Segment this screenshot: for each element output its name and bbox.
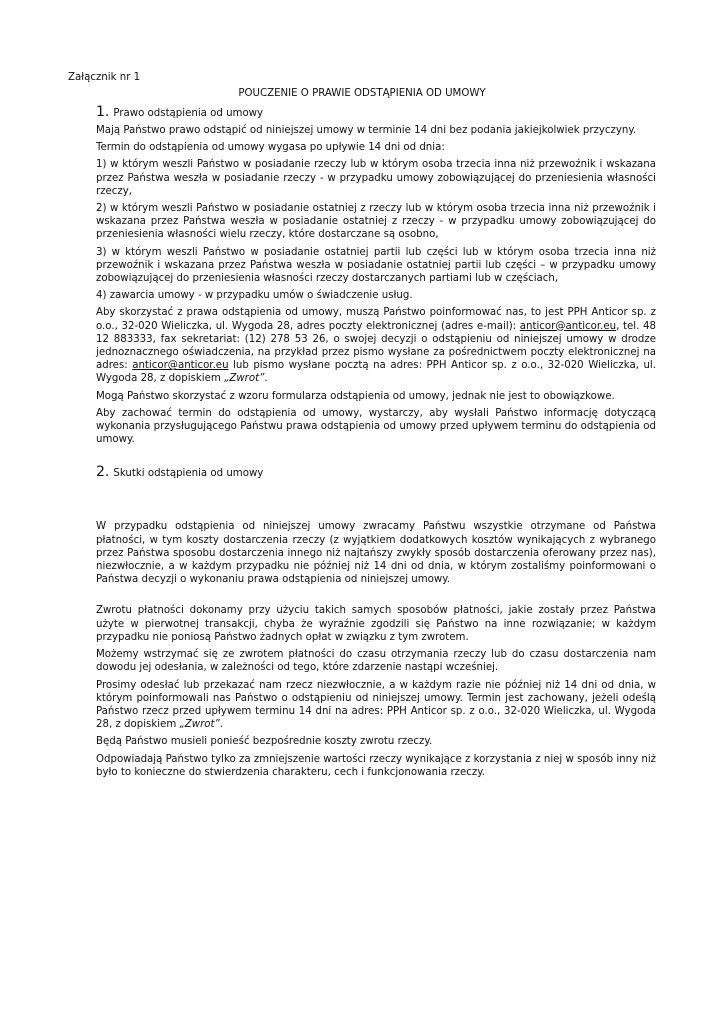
s1-item-3: 3) w którym weszli Państwo w posiadanie ostatniej partii lub części lub w którym osoba trzecia inna niż przewoźnik i wskazana przez Państwa weszła w posiadanie ostatniej partii lub części – w przypadku umowy zobowiązującej do przeniesienia własności rzeczy dostarczanych partiami lub w częściach, xyxy=(96,246,656,285)
s2-paragraph-6: Odpowiadają Państwo tylko za zmniejszenie wartości rzeczy wynikające z korzystania z niej w sposób inny niż było to konieczne do stwierdzenia charakteru, cech i funkcjonowania rzeczy. xyxy=(96,753,656,778)
s1-paragraph-contact xyxy=(96,306,656,385)
contact-text-b: , tel. 48 12 883333, fax sekretariat: (12) 278 53 26, o swojej decyzji o odstąpieniu od niniejszej umowy w drodze jednoznacznego oświadczenia, na przykład przez pismo wysłane za pośrednictwem poczty elektronicznej na adres: xyxy=(96,320,656,372)
zwrot-note-2: „Zwrot” xyxy=(179,719,220,731)
s1-paragraph-4: Mogą Państwo skorzystać z wzoru formularza odstąpienia od umowy, jednak nie jest to obowiązkowe. xyxy=(96,390,615,402)
section-2-title: Skutki odstąpienia od umowy xyxy=(113,468,264,480)
annex-label: Załącznik nr 1 xyxy=(68,72,141,83)
s1-paragraph-2: Termin do odstąpienia od umowy wygasa po upływie 14 dni od dnia: xyxy=(96,142,445,154)
s1-item-4: 4) zawarcia umowy - w przypadku umów o świadczenie usług. xyxy=(96,290,413,302)
section-1-title: Prawo odstąpienia od umowy xyxy=(113,108,264,119)
return-text: Prosimy odesłać lub przekazać nam rzecz niezwłocznie, a w każdym razie nie później niż 14 dni od dnia, w którym poinformowali nas Państwo o odstąpieniu od niniejszej umowy. Termin jest zachowany, jeżeli odeślą Państwo rzecz przed upływem terminu 14 dni na adres: PPH Anticor sp. z o.o., 32-020 Wieliczka, ul. Wygoda 28, z dopiskiem xyxy=(96,679,656,731)
s2-paragraph-2: Zwrotu płatności dokonamy przy użyciu takich samych sposobów płatności, jakie zostały przez Państwa użyte w pierwotnej transakcji, chyba że wyraźnie zgodzili się Państwo na inne rozwiązanie; w każdym przypadku nie poniosą Państwo żadnych opłat w związku z tym zwrotem. xyxy=(96,605,656,643)
section-2-number: 2. xyxy=(96,464,110,481)
s2-paragraph-4 xyxy=(96,679,656,732)
s2-paragraph-1: W przypadku odstąpienia od niniejszej umowy zwracamy Państwu wszystkie otrzymane od Państwa płatności, w tym koszty dostarczenia rzeczy (z wyjątkiem dodatkowych kosztów wynikających z wybranego przez Państwa sposobu dostarczenia innego niż najtańszy zwykły sposób dostarczenia oferowany przez nas), niezwłocznie, a w każdym przypadku nie później niż 14 dni od dnia, w którym zostaliśmy poinformowani o Państwa decyzji o wykonaniu prawa odstąpienia od niniejszej umowy. xyxy=(96,521,656,586)
s1-item-1: 1) w którym weszli Państwo w posiadanie rzeczy lub w którym osoba trzecia inna niż przewoźnik i wskazana przez Państwa weszła w posiadanie rzeczy - w przypadku umowy zobowiązującej do przeniesienia własności rzeczy, xyxy=(96,159,656,197)
section-2-heading xyxy=(96,464,656,480)
zwrot-note-1: „Zwrot” xyxy=(224,373,265,385)
section-1-number: 1. xyxy=(96,104,110,120)
s1-paragraph-1: Mają Państwo prawo odstąpić od niniejszej umowy w terminie 14 dni bez podania jakiejkolwiek przyczyny. xyxy=(96,125,637,136)
contact-text-end: . xyxy=(264,373,268,385)
s1-item-2: 2) w którym weszli Państwo w posiadanie ostatniej z rzeczy lub w którym osoba trzecia inna niż przewoźnik i wskazana przez Państwa weszła w posiadanie ostatniej z rzeczy - w przypadku umowy zobowiązującej do przeniesienia własności wielu rzeczy, które dostarczane są osobno, xyxy=(96,203,656,241)
contact-text-a: Aby skorzystać z prawa odstąpienia od umowy, muszą Państwo poinformować nas, to jest PPH Anticor sp. z o.o., 32-020 Wieliczka, ul. Wygoda 28, adres poczty elektronicznej (adres e-mail): xyxy=(96,307,656,332)
email-link-2[interactable]: anticor@anticor.eu xyxy=(132,360,229,372)
section-1-heading xyxy=(96,104,656,120)
email-link-1[interactable]: anticor@anticor.eu xyxy=(519,320,617,332)
document-title: POUCZENIE O PRAWIE ODSTĄPIENIA OD UMOWY xyxy=(238,88,486,99)
return-text-end: . xyxy=(219,719,224,731)
contact-text-c: lub pismo wysłane pocztą na adres: PPH Anticor sp. z o.o., 32-020 Wieliczka, ul. Wygoda 28, z dopiskiem xyxy=(96,360,657,385)
s1-paragraph-5: Aby zachować termin do odstąpienia od umowy, wystarczy, aby wysłali Państwo informację dotyczącą wykonania przysługującego Państwu prawa odstąpienia od umowy przed upływem terminu do odstąpienia od umowy. xyxy=(96,407,656,446)
s2-paragraph-3: Możemy wstrzymać się ze zwrotem płatności do czasu otrzymania rzeczy lub do czasu dostarczenia nam dowodu jej odesłania, w zależności od tego, które zdarzenie nastąpi wcześniej. xyxy=(96,649,656,674)
s2-paragraph-5: Będą Państwo musieli ponieść bezpośrednie koszty zwrotu rzeczy. xyxy=(96,736,433,748)
